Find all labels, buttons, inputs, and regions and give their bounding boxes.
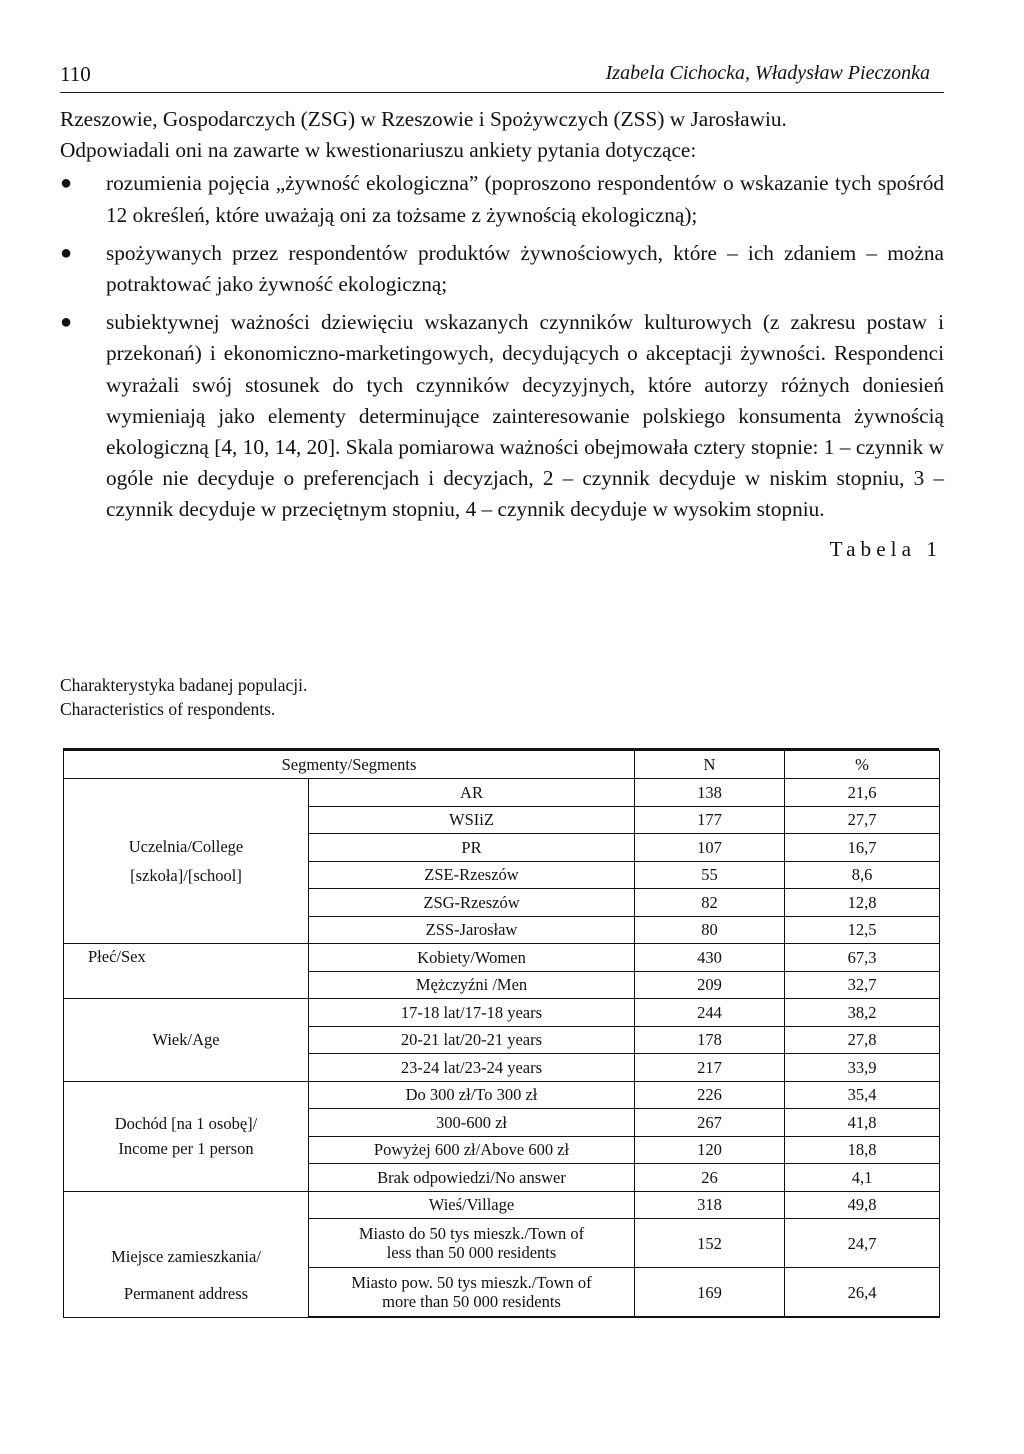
segment-cell: 20-21 lat/20-21 years (309, 1026, 635, 1054)
body-text (60, 104, 944, 565)
intro-line-1: Rzeszowie, Gospodarczych (ZSG) w Rzeszowie i Spożywczych (ZSS) w Jarosławiu. (60, 107, 787, 131)
segment-cell: Powyżej 600 zł/Above 600 zł (309, 1136, 635, 1164)
n-cell: 177 (635, 806, 785, 834)
table-caption (60, 673, 307, 721)
pct-cell: 67,3 (785, 944, 940, 972)
table-row (64, 944, 940, 972)
segment-line: Miasto pow. 50 tys mieszk./Town of (351, 1273, 592, 1292)
group-label-sex (64, 944, 309, 999)
segment-cell: WSIiZ (309, 806, 635, 834)
n-cell: 120 (635, 1136, 785, 1164)
pct-cell: 32,7 (785, 971, 940, 999)
n-cell: 26 (635, 1164, 785, 1192)
bullet-icon: ● (60, 172, 73, 195)
header-pct: % (785, 751, 940, 779)
segment-cell: ZSE-Rzeszów (309, 861, 635, 889)
pct-cell: 27,8 (785, 1026, 940, 1054)
group-label-line: Płeć/Sex (88, 947, 146, 966)
n-cell: 209 (635, 971, 785, 999)
intro-line-2: Odpowiadali oni na zawarte w kwestionariuszu ankiety pytania dotyczące: (60, 138, 697, 163)
group-label-line: [szkoła]/[school] (130, 866, 242, 885)
segment-line: less than 50 000 residents (386, 1243, 557, 1262)
pct-cell: 35,4 (785, 1081, 940, 1109)
n-cell: 55 (635, 861, 785, 889)
pct-cell: 4,1 (785, 1164, 940, 1192)
page-number: 110 (60, 62, 91, 86)
header-n: N (635, 751, 785, 779)
pct-cell: 21,6 (785, 779, 940, 807)
group-label-line: Miejsce zamieszkania/ (111, 1246, 261, 1266)
group-label-college (64, 779, 309, 944)
group-label-line: Income per 1 person (118, 1139, 254, 1158)
n-cell: 138 (635, 779, 785, 807)
table-row (64, 1191, 940, 1219)
n-cell: 178 (635, 1026, 785, 1054)
pct-cell: 49,8 (785, 1191, 940, 1219)
pct-cell: 18,8 (785, 1136, 940, 1164)
bullet-text: subiektywnej ważności dziewięciu wskazanych czynników kulturowych (z zakresu postaw i przekonań) i ekonomiczno-marketingowych, decydujących o akceptacji żywności. Respondenci wyrażali swój stosunek do tych czynników decyzyjnych, które autorzy różnych doniesień wymieniają jako elementy determinujące zainteresowanie polskiego konsumenta żywnością ekologiczną [4, 10, 14, 20]. Skala pomiarowa ważności obejmowała cztery stopnie: 1 – czynnik w ogóle nie decyduje o preferencjach i decyzjach, 2 – czynnik decyduje w niskim stopniu, 3 – czynnik decyduje w przeciętnym stopniu, 4 – czynnik decyduje w wysokim stopniu. (106, 310, 944, 522)
bullet-icon: ● (60, 311, 73, 334)
n-cell: 107 (635, 834, 785, 862)
segment-cell: ZSG-Rzeszów (309, 889, 635, 917)
pct-cell: 8,6 (785, 861, 940, 889)
segment-cell: ZSS-Jarosław (309, 916, 635, 944)
pct-cell: 41,8 (785, 1109, 940, 1137)
bullet-text: rozumienia pojęcia „żywność ekologiczna” (poproszono respondentów o wskazanie tych spośród 12 określeń, które uważają oni za tożsame z żywnością ekologiczną); (106, 171, 944, 227)
page-header (60, 58, 944, 93)
table-row (64, 1081, 940, 1109)
bullet-text: spożywanych przez respondentów produktów żywnościowych, które – ich zdaniem – można potraktować jako żywność ekologiczną; (106, 240, 944, 297)
n-cell: 217 (635, 1054, 785, 1082)
bullet-icon: ● (60, 241, 73, 264)
n-cell: 430 (635, 944, 785, 972)
group-label-line: Dochód [na 1 osobę]/ (114, 1114, 258, 1133)
pct-cell: 33,9 (785, 1054, 940, 1082)
pct-cell: 38,2 (785, 999, 940, 1027)
pct-cell: 26,4 (785, 1268, 940, 1318)
segment-cell (309, 1268, 635, 1318)
group-label-line: Permanent address (123, 1283, 249, 1303)
segment-line: more than 50 000 residents (382, 1292, 561, 1311)
n-cell: 244 (635, 999, 785, 1027)
segment-cell: Do 300 zł/To 300 zł (309, 1081, 635, 1109)
bullet-list (60, 168, 944, 525)
n-cell: 82 (635, 889, 785, 917)
pct-cell: 24,7 (785, 1219, 940, 1268)
segment-cell: 17-18 lat/17-18 years (309, 999, 635, 1027)
group-label-address (64, 1191, 309, 1317)
pct-cell: 12,8 (785, 889, 940, 917)
table-row (64, 779, 940, 807)
pct-cell: 16,7 (785, 834, 940, 862)
caption-polish: Charakterystyka badanej populacji. (60, 675, 308, 695)
n-cell: 318 (635, 1191, 785, 1219)
header-segments: Segmenty/Segments (64, 751, 635, 779)
n-cell: 226 (635, 1081, 785, 1109)
segment-cell: Mężczyźni /Men (309, 971, 635, 999)
group-label-income (64, 1081, 309, 1191)
pct-cell: 27,7 (785, 806, 940, 834)
table-label: Tabela 1 (829, 536, 942, 561)
segment-cell: Brak odpowiedzi/No answer (309, 1164, 635, 1192)
group-label-line: Wiek/Age (152, 1030, 220, 1050)
table-row (64, 999, 940, 1027)
group-label-age (64, 999, 309, 1082)
pct-cell: 12,5 (785, 916, 940, 944)
segment-cell: 300-600 zł (309, 1109, 635, 1137)
n-cell: 169 (635, 1268, 785, 1318)
segment-cell (309, 1219, 635, 1268)
n-cell: 80 (635, 916, 785, 944)
bullet-item (60, 307, 944, 525)
segment-line: Miasto do 50 tys mieszk./Town of (358, 1224, 585, 1243)
segment-cell: Kobiety/Women (309, 944, 635, 972)
bullet-item (60, 238, 944, 300)
caption-english: Characteristics of respondents. (60, 699, 276, 719)
data-table-wrap (63, 748, 939, 1318)
bullet-item (60, 168, 944, 230)
table-header-row (64, 751, 940, 779)
segment-cell: AR (309, 779, 635, 807)
n-cell: 152 (635, 1219, 785, 1268)
running-head-authors: Izabela Cichocka, Władysław Pieczonka (605, 62, 930, 84)
group-label-line: Uczelnia/College (128, 837, 244, 856)
segment-cell: 23-24 lat/23-24 years (309, 1054, 635, 1082)
n-cell: 267 (635, 1109, 785, 1137)
segment-cell: Wieś/Village (309, 1191, 635, 1219)
respondents-table (63, 750, 940, 1318)
segment-cell: PR (309, 834, 635, 862)
